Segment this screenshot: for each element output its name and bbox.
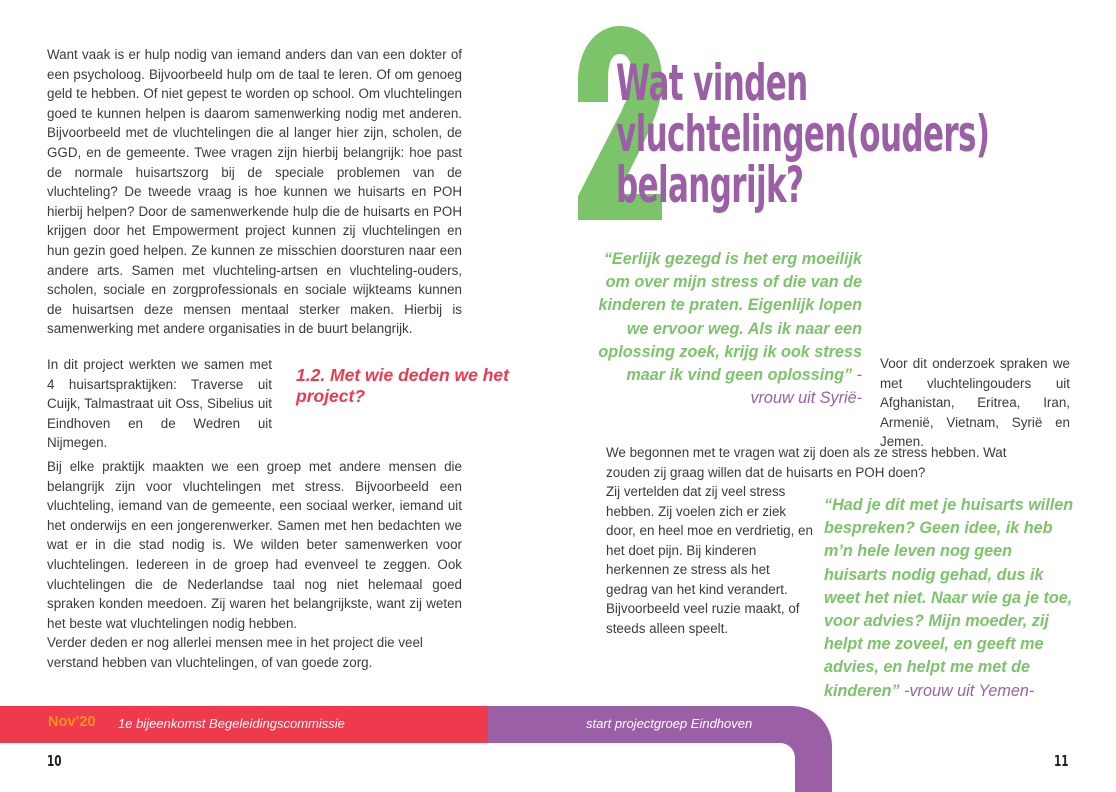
began-paragraph	[606, 443, 1046, 482]
page-number-right: 11	[1054, 752, 1069, 770]
quote-yemen	[824, 494, 1079, 703]
timeline-event-left: 1e bijeenkomst Begeleidingscommissie	[118, 716, 345, 731]
chapter-title	[616, 54, 990, 214]
timeline-date: Nov’20	[48, 714, 96, 730]
section-subheading: 1.2. Met wie deden we het project?	[296, 365, 509, 406]
partners-text: In dit project werkten we samen met 4 huisartspraktijken: Traverse uit Cuijk, Talmastraat uit Oss, Sibelius uit Eindhoven en de Wedren uit Nijmegen.	[47, 357, 272, 451]
chapter-title-line-3: belangrijk?	[616, 156, 804, 214]
intro-text: Want vaak is er hulp nodig van iemand anders dan van een dokter of een psycholoog. Bijvoorbeeld hulp om de taal te leren. Of om genoeg geld te hebben. Of niet gepest te worden op school. Om vluchtelingen goed te kunnen helpen is daarom samenwerking nodig met anderen. Bijvoorbeeld met de vluchtelingen die al langer hier zijn, scholen, de GGD, en de gemeente. Twee vragen zijn hierbij belangrijk: hoe past de normale huisartszorg bij de speciale problemen van de vluchteling? De tweede vraag is hoe kunnen we huisarts en POH hierbij helpen? Door de samenwerkende hulp die de huisarts en POH krijgen door het Empowerment project kunnen zij vluchtelingen en hun gezin goed helpen. Ze kunnen ze misschien doorsturen naar een andere arts. Samen met vluchteling-artsen en vluchteling-ouders, scholen, sociale en zorgprofessionals en sociale wijkteams kunnen de huisartsen deze mensen mentaal sterker maken. Hierbij is samenwerking met andere organisaties in de buurt belangrijk.	[47, 47, 462, 337]
began-text: We begonnen met te vragen wat zij doen als ze stress hebben. Wat zouden zij graag willen dat de huisarts en POH doen?	[606, 445, 1007, 480]
group-text-1: Bij elke praktijk maakten we een groep met andere mensen die belangrijk zijn voor vluchtelingen met stress. Bijvoorbeeld een vluchteling, iemand van de gemeente, een sociaal werker, iemand uit het onderwijs en een jongerenwerker. Samen met hen bedachten we wat er in die stad nodig is. We wilden beter samenwerken voor vluchtelingen. Iedereen in de groep had evenveel te zeggen. Ook vluchtelingen die de Nederlandse taal nog niet helemaal goed spraken konden meedoen. Zij waren het belangrijkste, want zij weten het beste wat vluchtelingen nodig hebben.	[47, 459, 462, 631]
quote-syria	[598, 248, 862, 410]
group-paragraphs	[47, 457, 462, 673]
countries-text: Voor dit onderzoek spraken we met vluchtelingouders uit Afghanistan, Eritrea, Iran, Armenië, Vietnam, Syrië en Jemen.	[880, 356, 1070, 450]
stress-paragraph	[606, 482, 813, 638]
group-text-2: Verder deden er nog allerlei mensen mee in het project die veel verstand hebben van vluchtelingen, of van goede zorg.	[47, 635, 423, 670]
chapter-title-line-1: Wat vinden	[616, 54, 808, 112]
timeline-event-right: start projectgroep Eindhoven	[586, 716, 753, 731]
intro-paragraph	[47, 45, 462, 339]
quote-yemen-attribution: -vrouw uit Yemen-	[899, 681, 1035, 700]
quote-yemen-text: “Had je dit met je huisarts willen bespreken? Geen idee, ik heb m’n hele leven nog geen huisarts nodig gehad, dus ik weet het niet. Naar wie ga je toe, voor advies? Mijn moeder, zij helpt me zoveel, en geeft me advies, en helpt me met de kinderen”	[824, 496, 1074, 700]
countries-paragraph	[880, 354, 1070, 452]
chapter-title-line-2: vluchtelingen(ouders)	[616, 105, 990, 163]
stress-text: Zij vertelden dat zij veel stress hebben. Zij voelen zich er ziek door, en heel moe en verdrietig, en het doet pijn. Bij kinderen herkennen ze stress als het gedrag van het kind verandert. Bijvoorbeeld veel ruzie maakt, of steeds alleen speelt.	[606, 484, 813, 636]
partners-paragraph	[47, 355, 272, 453]
quote-syria-attribution: -vrouw uit Syrië-	[750, 366, 862, 408]
quote-syria-text: “Eerlijk gezegd is het erg moeilijk om over mijn stress of die van de kinderen te praten. Eigenlijk lopen we ervoor weg. Als ik naar een oplossing zoek, krijg ik ook stress maar ik vind geen oplossing”	[598, 250, 862, 385]
page-number-left: 10	[47, 752, 62, 770]
